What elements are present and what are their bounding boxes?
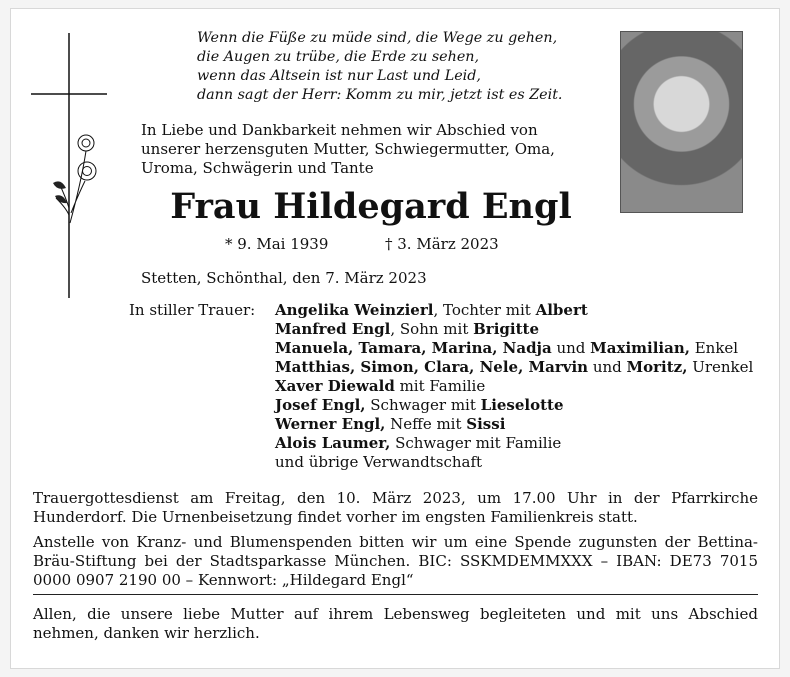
- mourner-line: Angelika Weinzierl, Tochter mit Albert: [275, 301, 588, 319]
- intro-line: In Liebe und Dankbarkeit nehmen wir Abschied von: [141, 121, 538, 139]
- obituary-card: [10, 8, 780, 669]
- mourner-line: Xaver Diewald mit Familie: [275, 377, 486, 395]
- intro-line: Uroma, Schwägerin und Tante: [141, 159, 374, 177]
- service-info: Trauergottesdienst am Freitag, den 10. März 2023, um 17.00 Uhr in der Pfarrkirche Hunderdorf. Die Urnenbeisetzung findet vorher im engsten Familienkreis statt.: [33, 489, 758, 526]
- thanks-text: Allen, die unsere liebe Mutter auf ihrem Lebensweg begleiteten und mit uns Abschied nehmen, danken wir herzlich.: [33, 605, 758, 642]
- divider: [33, 594, 758, 595]
- poem: [197, 29, 617, 105]
- mourner-line: Manuela, Tamara, Marina, Nadja und Maximilian, Enkel: [275, 339, 739, 357]
- mourner-line: Alois Laumer, Schwager mit Familie: [275, 434, 562, 452]
- deceased-name: Frau Hildegard Engl: [170, 186, 572, 227]
- portrait-photo: [620, 31, 743, 213]
- poem-line: Wenn die Füße zu müde sind, die Wege zu gehen,: [197, 30, 558, 46]
- cross-with-roses-icon: [31, 33, 111, 298]
- intro-text: [141, 121, 601, 178]
- mourners-list: [275, 301, 775, 472]
- donation-info: Anstelle von Kranz- und Blumenspenden bitten wir um eine Spende zugunsten der Bettina-Bräu-Stiftung bei der Stadtsparkasse München. BIC: SSKMDEMMXXX – IBAN: DE73 7015 0000 0907 2190 00 – Kennwort: „Hildegard Engl“: [33, 533, 758, 589]
- intro-line: unserer herzensguten Mutter, Schwiegermutter, Oma,: [141, 140, 555, 158]
- mourning-label: In stiller Trauer:: [129, 301, 256, 319]
- mourner-line: Josef Engl, Schwager mit Lieselotte: [275, 396, 564, 414]
- mourner-line: Werner Engl, Neffe mit Sissi: [275, 415, 506, 433]
- mourner-line: Matthias, Simon, Clara, Nele, Marvin und Moritz, Urenkel: [275, 358, 754, 376]
- place-date: Stetten, Schönthal, den 7. März 2023: [141, 269, 427, 287]
- poem-line: wenn das Altsein ist nur Last und Leid,: [197, 68, 481, 84]
- mourner-line: und übrige Verwandtschaft: [275, 453, 483, 471]
- poem-line: die Augen zu trübe, die Erde zu sehen,: [197, 49, 480, 65]
- birth-date: * 9. Mai 1939: [225, 235, 329, 253]
- mourner-line: Manfred Engl, Sohn mit Brigitte: [275, 320, 539, 338]
- death-date: † 3. März 2023: [385, 235, 499, 253]
- poem-line: dann sagt der Herr: Komm zu mir, jetzt ist es Zeit.: [197, 87, 563, 103]
